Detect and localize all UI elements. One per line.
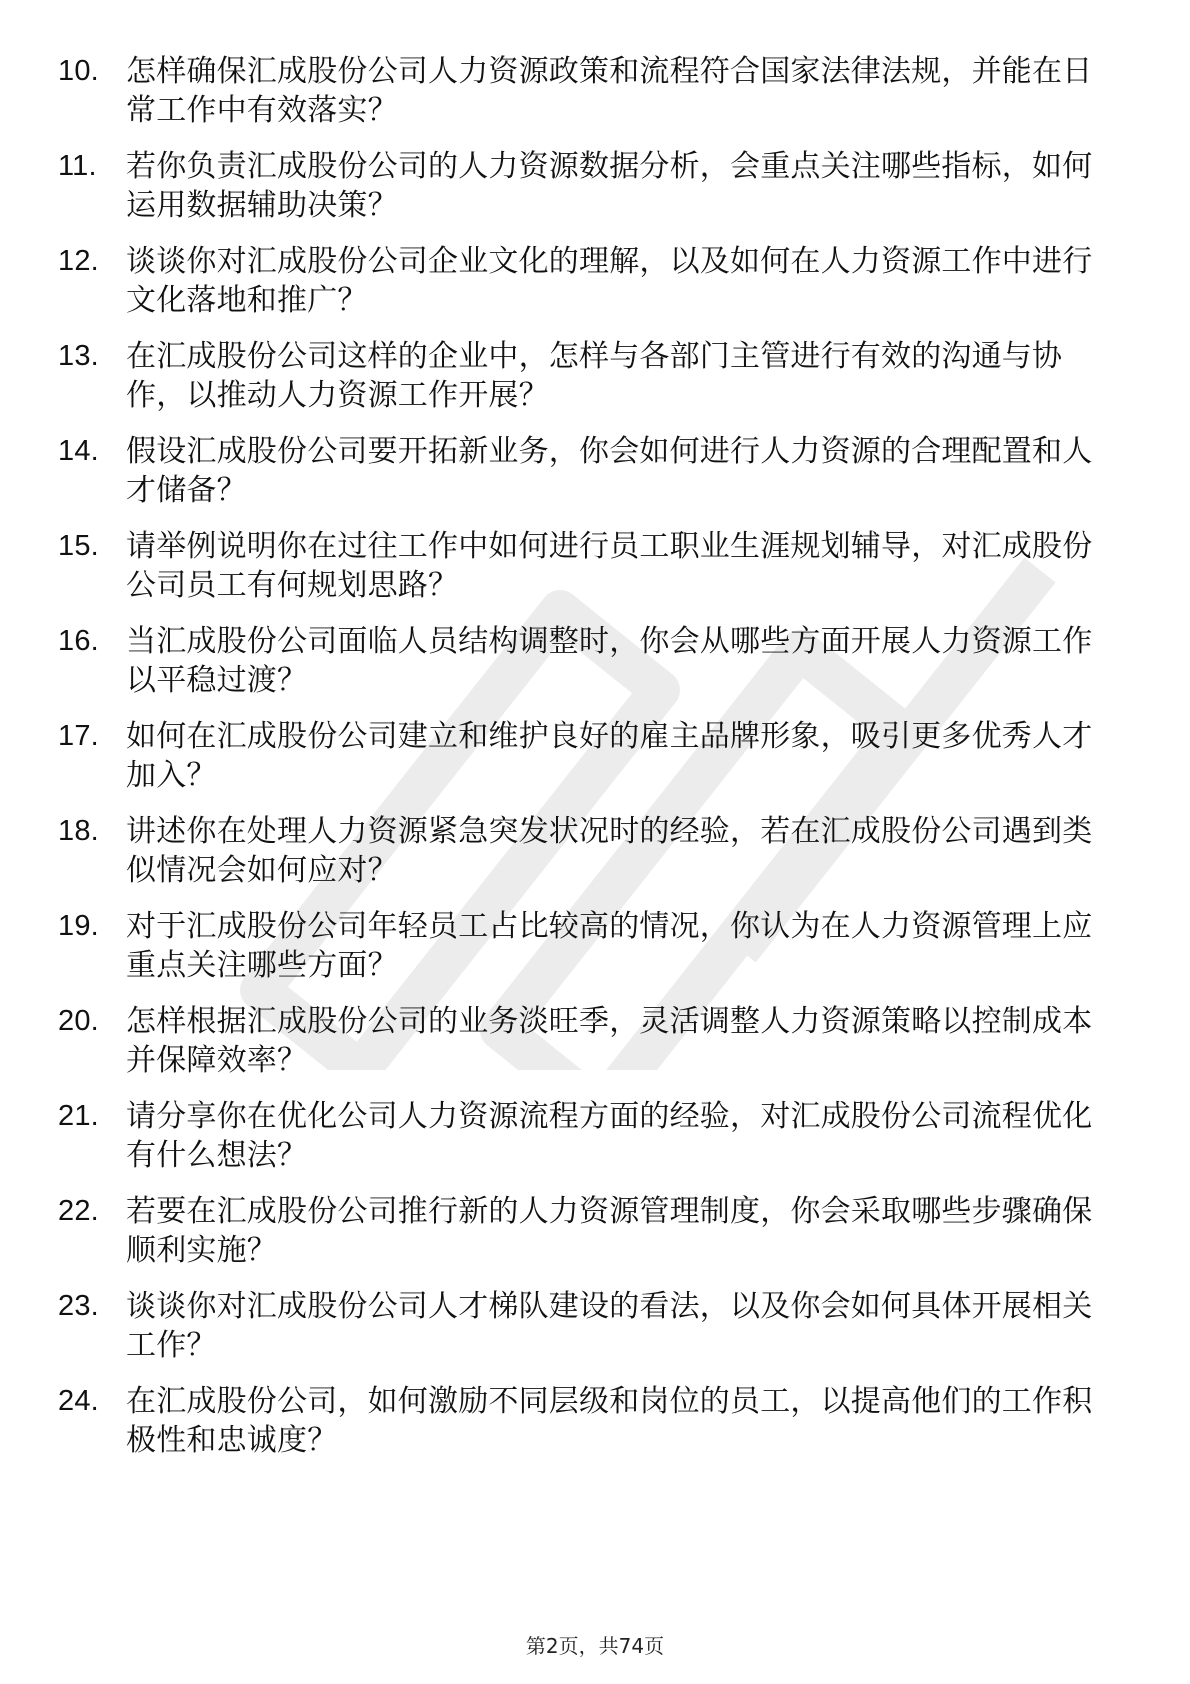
question-text: 谈谈你对汇成股份公司企业文化的理解，以及如何在人力资源工作中进行文化落地和推广？ bbox=[126, 244, 1093, 318]
question-text: 对于汇成股份公司年轻员工占比较高的情况，你认为在人力资源管理上应重点关注哪些方面？ bbox=[126, 909, 1093, 983]
question-item bbox=[58, 52, 1118, 130]
question-number: 17. bbox=[58, 720, 99, 752]
question-item bbox=[58, 1287, 1118, 1365]
question-text: 若要在汇成股份公司推行新的人力资源管理制度，你会采取哪些步骤确保顺利实施？ bbox=[126, 1194, 1093, 1268]
question-number: 15. bbox=[58, 530, 99, 562]
question-text: 假设汇成股份公司要开拓新业务，你会如何进行人力资源的合理配置和人才储备？ bbox=[126, 434, 1093, 508]
question-text: 若你负责汇成股份公司的人力资源数据分析，会重点关注哪些指标，如何运用数据辅助决策？ bbox=[126, 149, 1093, 223]
question-number: 10. bbox=[58, 55, 99, 87]
question-number: 16. bbox=[58, 625, 99, 657]
question-item bbox=[58, 527, 1118, 605]
question-text: 在汇成股份公司这样的企业中，怎样与各部门主管进行有效的沟通与协作，以推动人力资源工作开展？ bbox=[126, 339, 1063, 413]
question-item bbox=[58, 242, 1118, 320]
question-number: 22. bbox=[58, 1195, 99, 1227]
question-number: 19. bbox=[58, 910, 99, 942]
question-text: 讲述你在处理人力资源紧急突发状况时的经验，若在汇成股份公司遇到类似情况会如何应对？ bbox=[126, 814, 1093, 888]
question-text: 怎样确保汇成股份公司人力资源政策和流程符合国家法律法规，并能在日常工作中有效落实？ bbox=[126, 54, 1093, 128]
question-number: 18. bbox=[58, 815, 99, 847]
question-text: 谈谈你对汇成股份公司人才梯队建设的看法，以及你会如何具体开展相关工作？ bbox=[126, 1289, 1093, 1363]
question-item bbox=[58, 622, 1118, 700]
question-number: 21. bbox=[58, 1100, 99, 1132]
question-item bbox=[58, 1192, 1118, 1270]
question-item bbox=[58, 907, 1118, 985]
question-text: 如何在汇成股份公司建立和维护良好的雇主品牌形象，吸引更多优秀人才加入？ bbox=[126, 719, 1093, 793]
question-number: 13. bbox=[58, 340, 99, 372]
question-text: 请举例说明你在过往工作中如何进行员工职业生涯规划辅导，对汇成股份公司员工有何规划思路？ bbox=[126, 529, 1093, 603]
question-text: 怎样根据汇成股份公司的业务淡旺季，灵活调整人力资源策略以控制成本并保障效率？ bbox=[126, 1004, 1093, 1078]
question-number: 11. bbox=[58, 150, 97, 182]
question-item bbox=[58, 147, 1118, 225]
question-item bbox=[58, 1002, 1118, 1080]
question-item bbox=[58, 337, 1118, 415]
question-text: 在汇成股份公司，如何激励不同层级和岗位的员工，以提高他们的工作积极性和忠诚度？ bbox=[126, 1384, 1093, 1458]
question-text: 当汇成股份公司面临人员结构调整时，你会从哪些方面开展人力资源工作以平稳过渡？ bbox=[126, 624, 1093, 698]
question-text: 请分享你在优化公司人力资源流程方面的经验，对汇成股份公司流程优化有什么想法？ bbox=[126, 1099, 1093, 1173]
question-item bbox=[58, 432, 1118, 510]
page-footer: 第2页，共74页 bbox=[525, 1634, 665, 1658]
question-list bbox=[58, 52, 1118, 1477]
question-item bbox=[58, 1382, 1118, 1460]
question-number: 12. bbox=[58, 245, 99, 277]
question-number: 14. bbox=[58, 435, 99, 467]
question-number: 23. bbox=[58, 1290, 99, 1322]
question-item bbox=[58, 717, 1118, 795]
question-number: 24. bbox=[58, 1385, 99, 1417]
question-item bbox=[58, 812, 1118, 890]
question-number: 20. bbox=[58, 1005, 99, 1037]
question-item bbox=[58, 1097, 1118, 1175]
